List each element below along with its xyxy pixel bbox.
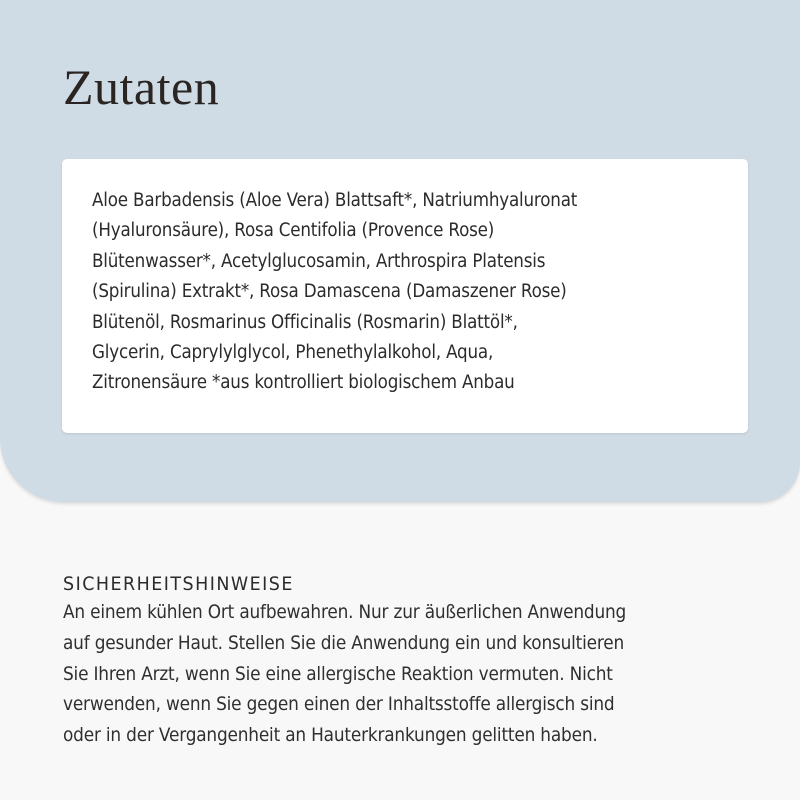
ingredients-list xyxy=(92,186,690,399)
ingredients-line: Glycerin, Caprylylglycol, Phenethylalkohol, Aqua, xyxy=(92,342,494,364)
safety-line: oder in der Vergangenheit an Hauterkrankungen gelitten haben. xyxy=(63,725,598,747)
ingredients-card xyxy=(62,159,748,433)
safety-heading: SICHERHEITSHINWEISE xyxy=(63,573,294,595)
safety-line: Sie Ihren Arzt, wenn Sie eine allergische Reaktion vermuten. Nicht xyxy=(63,663,613,685)
ingredients-line: (Hyaluronsäure), Rosa Centifolia (Provence Rose) xyxy=(92,220,495,242)
ingredients-title: Zutaten xyxy=(63,59,220,115)
safety-line: auf gesunder Haut. Stellen Sie die Anwendung ein und konsultieren xyxy=(63,632,625,654)
ingredients-line: Blütenwasser*, Acetylglucosamin, Arthrospira Platensis xyxy=(92,250,546,272)
ingredients-line: (Spirulina) Extrakt*, Rosa Damascena (Damaszener Rose) xyxy=(92,281,567,303)
safety-line: An einem kühlen Ort aufbewahren. Nur zur äußerlichen Anwendung xyxy=(63,602,627,623)
safety-section xyxy=(63,570,793,752)
safety-text xyxy=(63,598,735,752)
safety-line: verwenden, wenn Sie gegen einen der Inhaltsstoffe allergisch sind xyxy=(63,694,615,716)
ingredients-line: Blütenöl, Rosmarinus Officinalis (Rosmarin) Blattöl*, xyxy=(92,311,518,333)
ingredients-line: Zitronensäure *aus kontrolliert biologischem Anbau xyxy=(92,372,515,394)
ingredients-line: Aloe Barbadensis (Aloe Vera) Blattsaft*, Natriumhyaluronat xyxy=(92,190,578,211)
